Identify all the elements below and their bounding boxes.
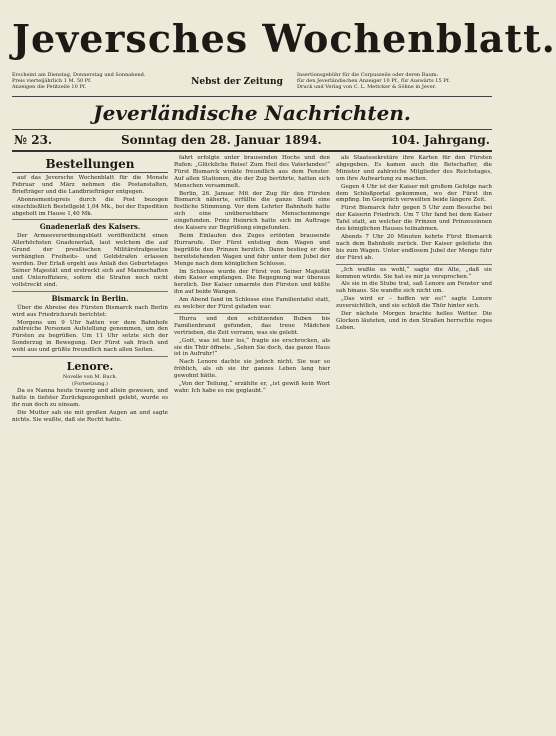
article-columns (12, 155, 492, 425)
paragraph: als Staatssekretäre ihre Karten für den Fürsten abgegeben. Es kamen auch die Botschafter, die Minister und zahlreiche Mitglieder des Reichstages, um ihre Aufwartung zu machen. (336, 155, 492, 182)
section-title-bestellungen: Bestellungen (12, 156, 168, 173)
section-title-bismarck: Bismarck in Berlin. (51, 293, 129, 303)
divider (174, 313, 330, 314)
paragraph: Über die Abreise des Fürsten Bismarck nach Berlin wird aus Friedrichsruh berichtet: (12, 304, 168, 318)
divider (12, 219, 168, 220)
paragraph: „Ich wußte es wohl,“ sagte die Alte, „daß sie kommen würde. Sie hat es mir ja versprochen.“ (336, 266, 492, 280)
paragraph: Im Schlosse wurde der Fürst von Seiner Majestät dem Kaiser empfangen. Die Begegnung war überaus herzlich. Der Kaiser umarmte den Fürsten und küßte ihn auf beide Wangen. (174, 268, 330, 296)
column-1 (12, 155, 168, 425)
paragraph: Am Abend fand im Schlosse eine Familientafel statt, zu welcher der Fürst geladen war. (174, 297, 330, 311)
issue-number: № 23. (14, 133, 53, 147)
paragraph: Abonnementspreis durch die Post bezogen einschließlich Bestellgeld 1,04 Mk., bei der Expedition abgeholt im Hause 1,40 Mk. (12, 196, 168, 217)
masthead-title: Jeversches Wochenblatt. (12, 16, 556, 61)
column-2 (174, 155, 330, 425)
paragraph: Der nächste Morgen brachte helles Wetter. Die Glocken läuteten, und in den Straßen herrschte reges Leben. (336, 311, 492, 331)
paragraph: Der Armeeverordnungsblatt veröffentlicht einen Allerhöchsten Gnadenerlaß, laut welchem die auf Grund der preußischen Militärstrafgesetze verhängten Freiheits- und Geldstrafen erlassen werden. Der Erlaß ergeht aus Anlaß des Geburtstages Seiner Majestät und erstreckt sich auf Mannschaften und Unteroffiziere, sofern die Strafen noch nicht vollstreckt sind. (12, 233, 168, 288)
volume-year: 104. Jahrgang. (390, 133, 490, 147)
section-title-gnadenerlass: Gnadenerlaß des Kaisers. (39, 222, 141, 232)
supplement-title: Jeverländische Nachrichten. (12, 97, 492, 130)
paragraph: Die Mutter sah sie mit großen Augen an und sagte nichts. Sie wußte, daß sie Recht hatte. (12, 409, 168, 423)
paragraph: Da es Nanna heute traurig und allein gewesen, und hatte in tiefster Zurückgezogenheit gelebt, wurde es ihr nun doch zu einsam. (12, 388, 168, 408)
paragraph: „Von der Teilung,“ erzählte er, „ist gewiß kein Wort wahr. Ich habe es nie geglaubt.“ (174, 381, 330, 394)
paragraph: „Gott, was ist hier los,“ fragte sie erschrocken, als sie die Thür öffnete. „Sehen Sie doch, das ganze Haus ist in Aufruhr!“ (174, 337, 330, 358)
subheader (12, 72, 492, 97)
paragraph: Nach Lenore dachte sie jedoch nicht. Sie war so fröhlich, als ob sie ihr ganzes Leben lang hier gewohnt hätte. (174, 359, 330, 380)
paragraph: „Das wird er – hoffen wir es!“ sagte Lenore zuversichtlich, und sie schloß die Thür hinter sich. (336, 296, 492, 310)
divider (12, 356, 168, 357)
divider (12, 291, 168, 292)
column-3 (336, 155, 492, 425)
paragraph: Morgens um 9 Uhr hatten vor dem Bahnhofe zahlreiche Personen Aufstellung genommen, um den Fürsten zu begrüßen. Um 11 Uhr setzte sich der Sonderzug in Bewegung. Der Fürst sah frisch und wohl aus und grüßte freundlich nach allen Seiten. (12, 319, 168, 354)
novel-byline: Novelle von M. Buch. (62, 374, 118, 381)
subheader-middle: Nebst der Zeitung (191, 77, 283, 87)
paragraph: fahrt erfolgte unter brausenden Hochs und den Rufen: „Glückliche Reise! Zum Heil des Vaterlandes!“ Fürst Bismarck winkte freundlich aus dem Fenster. Auf allen Stationen, die der Zug berührte, hatten sich Menschen versammelt. (174, 155, 330, 189)
paragraph: Hurra und den schützenden Buben bis Familienbrand gefunden, das treue Mädchen vertrieben, die Zeit verrann, was sie gelebt. (174, 315, 330, 336)
issue-date: Sonntag den 28. Januar 1894. (120, 133, 322, 147)
paragraph: auf das Jeversche Wochenblatt für die Monate Februar und März nehmen die Postanstalten, Briefträger und die Landbriefträger entgegen. (12, 175, 168, 195)
novel-continuation: (Fortsetzung.) (72, 381, 108, 388)
paragraph: Gegen 4 Uhr ist der Kaiser mit großem Gefolge nach dem Schloßportal gekommen, wo der Fürst ihn empfing. Im Gespräch verweilten beide längere Zeit. (336, 183, 492, 204)
divider (336, 264, 492, 265)
paragraph: Abends 7 Uhr 20 Minuten kehrte Fürst Bismarck nach dem Bahnhofe zurück. Der Kaiser geleitete ihn bis zum Wagen. Unter endlosem Jubel der Menge fuhr der Fürst ab. (336, 233, 492, 261)
subheader-left: Erscheint am Dienstag, Donnerstag und Sonnabend. Preis vierteljährlich 1 M. 50 Pf. Anzeigen die Petitzeile 10 Pf. (12, 72, 146, 90)
paragraph: Berlin, 26. Januar. Mit der Zug für den Fürsten Bismarck näherte, erfüllte die ganze Stadt eine festliche Stimmung. Vor dem Lehrter Bahnhofe hatte sich eine unübersehbare Menschenmenge eingefunden. Prinz Heinrich hatte sich im Auftrage des Kaisers zur Begrüßung eingefunden. (174, 190, 330, 232)
subheader-right: Insertionsgebühr für die Corpuszeile oder deren Raum: für den Jeverländischen Anzeiger 10 Pf., für Auswärts 15 Pf. Druck und Verlag von C. L. Mettcker & Söhne in Jever. (297, 72, 450, 90)
paragraph: Beim Einlaufen des Zuges ertönten brausende Hurrarufe. Der Fürst entstieg dem Wagen und begrüßte den Prinzen herzlich. Dann bestieg er den bereitstehenden Wagen und fuhr unter dem Jubel der Menge nach dem königlichen Schlosse. (174, 232, 330, 267)
paragraph: Als sie in die Stube trat, saß Lenore am Fenster und sah hinaus. Sie wandte sich nicht um. (336, 281, 492, 295)
novel-title: Lenore. (66, 360, 114, 374)
dateline (12, 130, 492, 152)
paragraph: Fürst Bismarck fuhr gegen 5 Uhr zum Besuche bei der Kaiserin Friedrich. Um 7 Uhr fand bei dem Kaiser Tafel statt, an welcher die Prinzen und Prinzessinnen des königlichen Hauses teilnahmen. (336, 205, 492, 233)
